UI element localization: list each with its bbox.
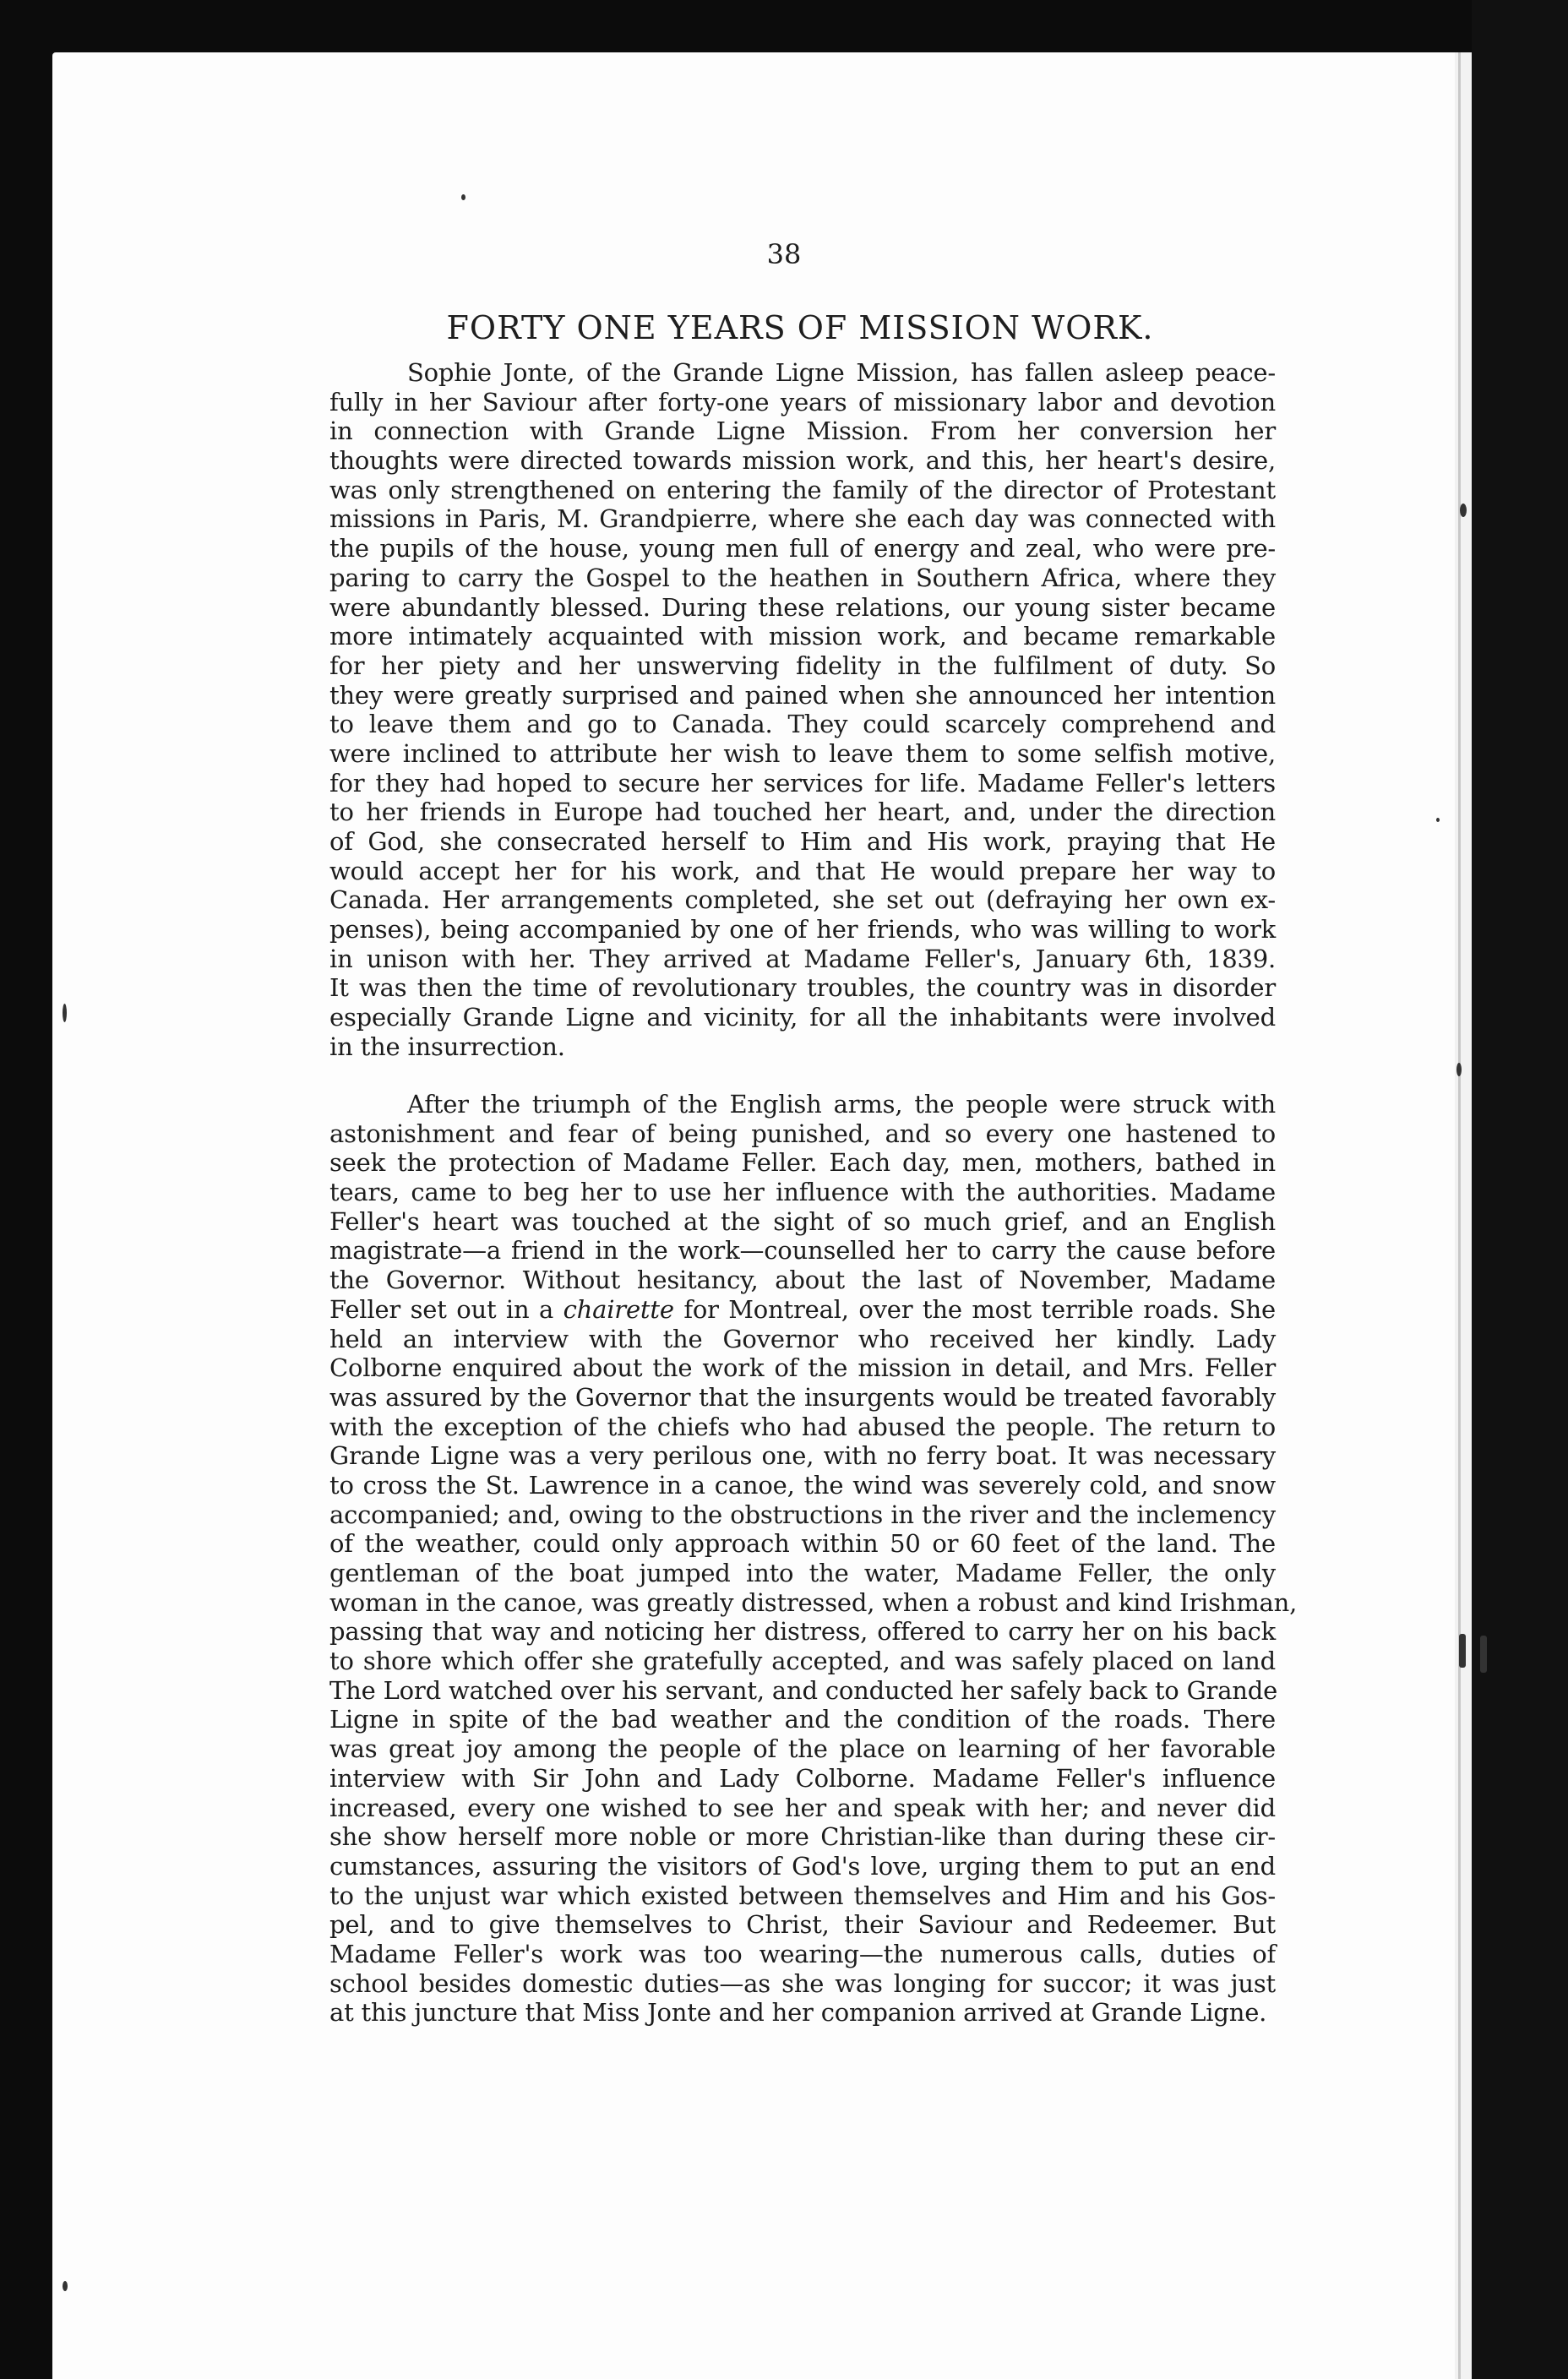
text-line: astonishment and fear of being punished, and so every one hastened to	[329, 1119, 1276, 1148]
text-line: for her piety and her unswerving fidelity in the fulfilment of duty. So	[329, 651, 1276, 680]
scan-speck	[1480, 1636, 1487, 1673]
text-line: After the triumph of the English arms, the people were struck with	[407, 1090, 1276, 1119]
text-line: gentleman of the boat jumped into the water, Madame Feller, the only	[329, 1559, 1276, 1587]
text-line: Feller set out in a chairette for Montreal, over the most terrible roads. She	[329, 1294, 1276, 1324]
text-line: missions in Paris, M. Grandpierre, where she each day was connected with	[329, 504, 1276, 534]
text-line: cumstances, assuring the visitors of God's love, urging them to put an end	[329, 1851, 1276, 1881]
text-line: Ligne in spite of the bad weather and the condition of the roads. There	[329, 1705, 1276, 1734]
text-line: Canada. Her arrangements completed, she set out (defraying her own ex-	[329, 885, 1276, 915]
text-line: pel, and to give themselves to Christ, their Saviour and Redeemer. But	[329, 1910, 1276, 1940]
text-line: Sophie Jonte, of the Grande Ligne Mission, has fallen asleep peace-	[407, 358, 1276, 387]
chapter-title: FORTY ONE YEARS OF MISSION WORK.	[446, 309, 1154, 346]
scan-speck	[63, 2281, 68, 2291]
paragraph-1	[329, 358, 1276, 1062]
text-line: Madame Feller's work was too wearing—the numerous calls, duties of	[329, 1939, 1276, 1968]
text-line: especially Grande Ligne and vicinity, for all the inhabitants were involved	[329, 1003, 1276, 1032]
text-line: interview with Sir John and Lady Colborne. Madame Feller's influence	[329, 1763, 1276, 1793]
scan-speck	[1459, 1634, 1466, 1668]
text-line: Feller's heart was touched at the sight of so much grief, and an English	[329, 1206, 1276, 1236]
scan-speck	[1460, 504, 1467, 517]
text-line: school besides domestic duties—as she was longing for succor; it was just	[329, 1968, 1276, 1998]
scan-speck	[63, 1004, 67, 1022]
text-line: of the weather, could only approach within 50 or 60 feet of the land. The	[329, 1529, 1276, 1559]
text-line: fully in her Saviour after forty-one years of missionary labor and devotion	[329, 387, 1276, 416]
text-line: Colborne enquired about the work of the mission in detail, and Mrs. Feller	[329, 1353, 1276, 1383]
text-line: Grande Ligne was a very perilous one, with no ferry boat. It was necessary	[329, 1441, 1276, 1471]
text-line: to her friends in Europe had touched her heart, and, under the direction	[329, 798, 1276, 827]
text-line: seek the protection of Madame Feller. Each day, men, mothers, bathed in	[329, 1148, 1276, 1178]
text-line: at this juncture that Miss Jonte and her companion arrived at Grande Ligne.	[329, 1998, 1267, 2028]
text-line: magistrate—a friend in the work—counselled her to carry the cause before	[329, 1236, 1276, 1266]
text-line: in unison with her. They arrived at Madame Feller's, January 6th, 1839.	[329, 944, 1276, 973]
text-line: more intimately acquainted with mission work, and became remarkable	[329, 622, 1276, 651]
scan-speck	[461, 194, 466, 200]
scan-right-border	[1472, 0, 1568, 2379]
page-number: 38	[766, 238, 802, 270]
text-line: were inclined to attribute her wish to leave them to some selfish motive,	[329, 738, 1276, 768]
page-edge-line	[1458, 52, 1461, 2379]
text-line: woman in the canoe, was greatly distressed, when a robust and kind Irishman,	[329, 1587, 1298, 1617]
text-line: held an interview with the Governor who received her kindly. Lady	[329, 1324, 1276, 1353]
text-line: penses), being accompanied by one of her friends, who was willing to work	[329, 915, 1276, 945]
text-line: with the exception of the chiefs who had abused the people. The return to	[329, 1412, 1276, 1441]
text-line: to cross the St. Lawrence in a canoe, the wind was severely cold, and snow	[329, 1470, 1276, 1500]
text-line: passing that way and noticing her distress, offered to carry her on his back	[329, 1617, 1276, 1647]
text-line: increased, every one wished to see her and speak with her; and never did	[329, 1793, 1276, 1822]
text-line: would accept her for his work, and that He would prepare her way to	[329, 856, 1276, 885]
text-line: was only strengthened on entering the family of the director of Protestant	[329, 475, 1276, 504]
text-line: for they had hoped to secure her services for life. Madame Feller's letters	[329, 768, 1276, 798]
text-line: was assured by the Governor that the insurgents would be treated favorably	[329, 1382, 1276, 1412]
text-line: in the insurrection.	[329, 1032, 565, 1061]
text-line: she show herself more noble or more Christian-like than during these cir-	[329, 1822, 1276, 1852]
text-line: thoughts were directed towards mission work, and this, her heart's desire,	[329, 446, 1276, 476]
text-line: tears, came to beg her to use her influence with the authorities. Madame	[329, 1178, 1276, 1207]
text-line: accompanied; and, owing to the obstructions in the river and the inclemency	[329, 1500, 1276, 1529]
scan-left-border	[0, 0, 52, 2379]
text-line: It was then the time of revolutionary troubles, the country was in disorder	[329, 973, 1276, 1003]
text-line: to leave them and go to Canada. They could scarcely comprehend and	[329, 710, 1276, 739]
text-line: the pupils of the house, young men full of energy and zeal, who were pre-	[329, 534, 1276, 563]
text-line: were abundantly blessed. During these relations, our young sister became	[329, 592, 1276, 622]
text-line: of God, she consecrated herself to Him and His work, praying that He	[329, 827, 1276, 856]
text-line: to the unjust war which existed between themselves and Him and his Gos-	[329, 1881, 1276, 1910]
text-line: the Governor. Without hesitancy, about the last of November, Madame	[329, 1266, 1276, 1295]
text-line: was great joy among the people of the place on learning of her favorable	[329, 1734, 1276, 1764]
scan-top-border	[0, 0, 1568, 57]
text-line: they were greatly surprised and pained when she announced her intention	[329, 680, 1276, 710]
text-line: paring to carry the Gospel to the heathen in Southern Africa, where they	[329, 563, 1276, 592]
scan-speck	[1436, 818, 1440, 822]
scan-speck	[1456, 1063, 1462, 1076]
text-line: The Lord watched over his servant, and conducted her safely back to Grande	[329, 1675, 1278, 1705]
text-line: in connection with Grande Ligne Mission. From her conversion her	[329, 416, 1276, 446]
page-edge-shadow	[1455, 52, 1472, 2379]
paragraph-2	[329, 1090, 1298, 2028]
text-line: to shore which offer she gratefully accepted, and was safely placed on land	[329, 1647, 1276, 1676]
